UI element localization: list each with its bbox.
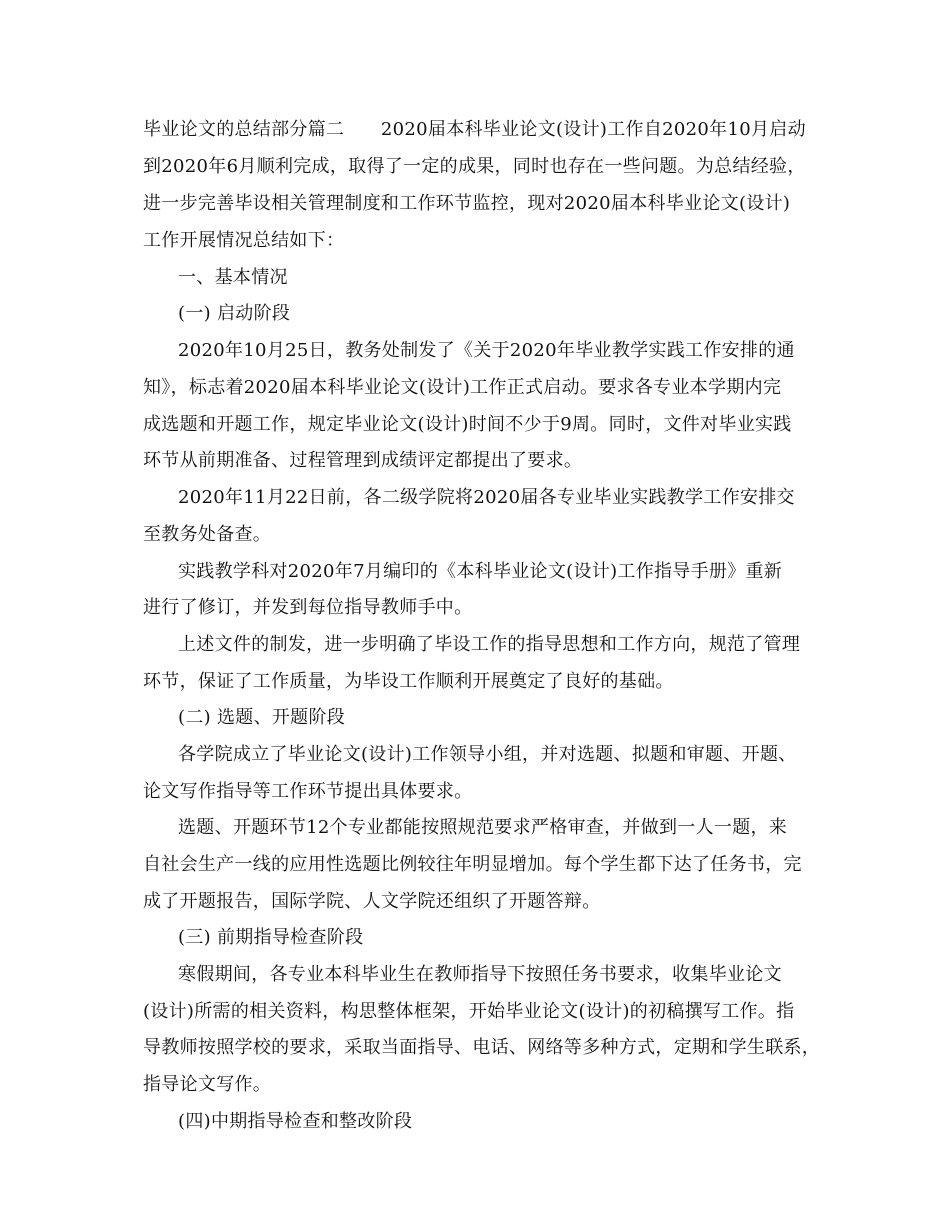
text-line: 上述文件的制发，进一步明确了毕设工作的指导思想和工作方向，规范了管理	[178, 634, 801, 655]
text-line: 进一步完善毕设相关管理制度和工作环节监控，现对2020届本科毕业论文(设计)	[143, 193, 791, 214]
subsection-heading: (四)中期指导检查和整改阶段	[178, 1111, 413, 1132]
text-line: 成了开题报告，国际学院、人文学院还组织了开题答辩。	[143, 891, 601, 912]
text-line: 知》，标志着2020届本科毕业论文(设计)工作正式启动。要求各专业本学期内完	[143, 377, 782, 398]
text-line: (设计)所需的相关资料，构思整体框架，开始毕业论文(设计)的初稿撰写工作。指	[143, 1001, 795, 1022]
text-line: 自社会生产一线的应用性选题比例较往年明显增加。每个学生都下达了任务书，完	[143, 854, 802, 875]
text-line: 工作开展情况总结如下：	[143, 230, 345, 251]
section-heading: 一、基本情况	[178, 267, 288, 288]
text-line: 2020年11月22日前，各二级学院将2020届各专业毕业实践教学工作安排交	[178, 487, 795, 508]
subsection-heading: (一) 启动阶段	[178, 303, 291, 324]
text-line: 2020年10月25日，教务处制发了《关于2020年毕业教学实践工作安排的通	[178, 340, 795, 361]
text-line: 指导论文写作。	[143, 1074, 272, 1095]
text-line: 导教师按照学校的要求，采取当面指导、电话、网络等多种方式，定期和学生联系，	[143, 1037, 821, 1058]
text-line: 环节，保证了工作质量，为毕设工作顺利开展奠定了良好的基础。	[143, 671, 674, 692]
text-line: 环节从前期准备、过程管理到成绩评定都提出了要求。	[143, 450, 583, 471]
text-line: 到2020年6月顺利完成，取得了一定的成果，同时也存在一些问题。为总结经验，	[143, 156, 806, 177]
text-line: 成选题和开题工作，规定毕业论文(设计)时间不少于9周。同时，文件对毕业实践	[143, 414, 792, 435]
text-line: 各学院成立了毕业论文(设计)工作领导小组，并对选题、拟题和审题、开题、	[178, 744, 797, 765]
subsection-heading: (二) 选题、开题阶段	[178, 707, 346, 728]
text-line: 论文写作指导等工作环节提出具体要求。	[143, 781, 473, 802]
text-line: 寒假期间，各专业本科毕业生在教师指导下按照任务书要求，收集毕业论文	[178, 964, 782, 985]
subsection-heading: (三) 前期指导检查阶段	[178, 927, 364, 948]
text-line: 至教务处备查。	[143, 524, 272, 545]
text-line: 毕业论文的总结部分篇二 2020届本科毕业论文(设计)工作自2020年10月启动	[143, 119, 806, 140]
text-line: 选题、开题环节12个专业都能按照规范要求严格审查，并做到一人一题，来	[178, 817, 788, 838]
text-line: 实践教学科对2020年7月编印的《本科毕业论文(设计)工作指导手册》重新	[178, 561, 783, 582]
text-line: 进行了修订，并发到每位指导教师手中。	[143, 597, 473, 618]
